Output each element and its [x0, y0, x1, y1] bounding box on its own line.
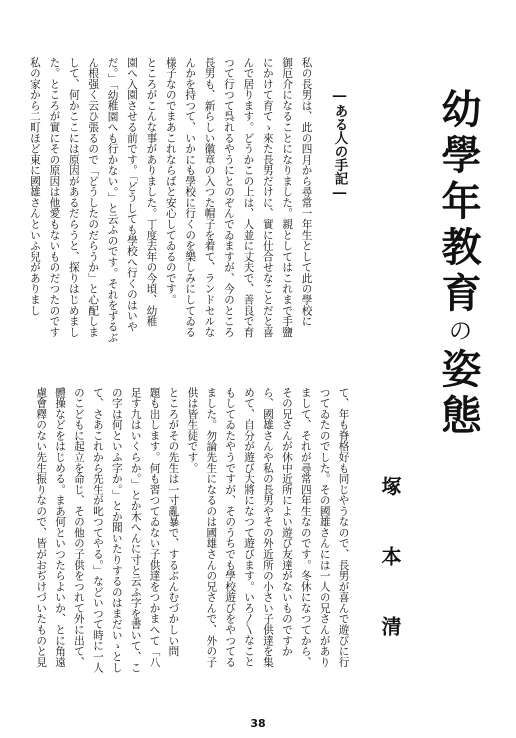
text-column: た。ところが實にその原因は他愛もないものだつたのです	[48, 57, 61, 338]
text-column: つて行つて呉れるやうにとのぞんでゐますが、今のところ	[222, 57, 235, 338]
text-column: て、年も脊格好も同じやうなので、長男が喜んで遊びに行	[337, 387, 350, 668]
text-column: の字は何といふ字か。」とか聞いたりするのはまだいゝとし	[110, 387, 123, 673]
article-title: 幼學年教育の姿態	[435, 88, 482, 440]
text-column: ら、國雄さんや私の長男やその外近所の小さい子供達を集	[261, 387, 274, 668]
text-column: だ。」「幼稚園へも行かない。」と云ふのです。それをずるぶ	[106, 57, 119, 343]
text-column: ました。勿論先生になるのは國雄さんの兄さんで、外の子	[205, 387, 218, 668]
article-subtitle: ―ある人の手記―	[331, 88, 348, 201]
text-column: つてゐたのでした。その國雄さんには一人の兄さんがあり	[318, 387, 331, 668]
text-column: 様子なのでまあこれならばと安心してゐるのです。	[164, 57, 177, 305]
text-column: もしてゐたやうですが、そのうちでも學校遊びをやつてる	[224, 387, 237, 668]
text-column: 足す九はいくらか。」とか木へんに寸と云ふ字を書いて、こ	[129, 387, 142, 673]
page-number: 38	[250, 717, 266, 730]
text-column: まして、それが尋常四年生なのです。冬休になつてから、	[299, 387, 312, 668]
text-column: 私の家から二町ほど東に國雄さんといふ兒がありまし	[28, 57, 41, 316]
text-column: んで居ります。どうかこの上は、人並に丈夫で、善良で育	[242, 57, 255, 338]
text-column: 私の長男は、此の四月から尋常一年生として此の學校に	[300, 57, 313, 327]
text-column: 供は皆生徒です。	[186, 387, 199, 474]
text-column: ん根强く云ひ張るので「どうしたのだらうか」と心配しま	[87, 57, 100, 338]
text-column: して、何かここには原因があるだらうと、探りはじめまし	[67, 57, 80, 338]
text-column: んかを持つて、いかにも學校に行くのを樂しみにしてゐる	[184, 57, 197, 338]
text-column: ところがその先生は一寸亂暴で、するぶんむづかしい問	[167, 387, 180, 657]
text-column: 長男も、新らしい徽章の入つた帽子を着て、ランドセルな	[203, 57, 216, 338]
text-column: 體操などをはじめる。まあ何といつたらよいか、とに角遠	[54, 387, 67, 668]
text-column: 園へ入園させる前です。「どうしても學校へ行くのはいや	[125, 57, 138, 332]
text-column: にかけて育てゝ來た長男だけに、實に仕合せなことだと喜	[261, 57, 274, 338]
text-column: その兄さんが休中近所によい遊び友達がないものですか	[280, 387, 293, 657]
text-column: 慮會釋のない先生振りなので、皆がおぢけづいたものと見	[35, 387, 48, 668]
text-column: のこどもに起立を命じ、その他の子供をつれて外に出て、	[72, 387, 85, 668]
text-column: 題も出します。何も習つてゐない子供達をつかまへて「八	[148, 387, 161, 668]
text-column: て、さあこれから先生が叱つてやる。」などいつて時に一人	[91, 387, 104, 673]
text-column: めて、自分が遊び大將になつて遊びます。いろ〳〵なこと	[243, 387, 256, 668]
text-column: 御厄介になることになりました。親としてはこれまで手鹽	[281, 57, 294, 338]
author-name: 塚本清	[378, 476, 402, 686]
text-column: ところがこんな事がありました。丁度去年の今頃、幼稚	[145, 57, 158, 327]
